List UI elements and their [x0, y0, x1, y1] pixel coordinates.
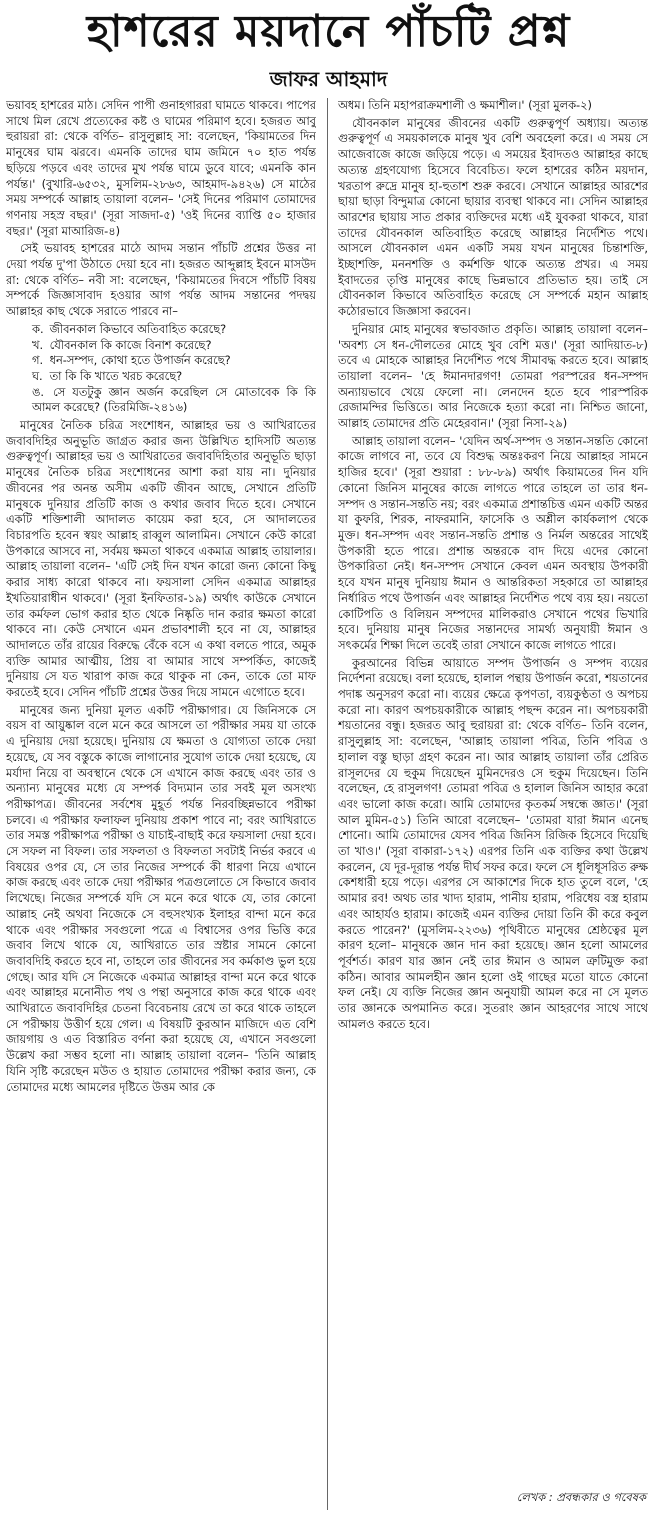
right-column	[338, 98, 648, 1508]
paragraph: আল্লাহ তায়ালা বলেন– 'যেদিন অর্থ-সম্পদ ও সন্তান-সন্ততি কোনো কাজে লাগবে না, তবে যে বিশুদ্ধ অন্তঃকরণ নিয়ে আল্লাহর সামনে হাজির হবে।' (সূরা শুয়ারা : ৮৮-৮৯) অর্থাৎ কিয়ামতের দিন যদি কোনো জিনিস মানুষের কাজে লাগতে পারে তাহলে তা তার ধন-সম্পদ ও সন্তান-সন্ততি নয়; বরং একমাত্র প্রশান্তচিত্ত এমন একটি অন্তর যা কুফরি, শিরক, নাফরমানি, ফাসেকি ও অশ্লীল কার্যকলাপ থেকে মুক্ত। ধন-সম্পদ এবং সন্তান-সন্ততি প্রশান্ত ও নির্মল অন্তরের সাথেই উপকারী হতে পারে। প্রশান্ত অন্তরকে বাদ দিয়ে এদের কোনো উপকারিতা নেই। ধন-সম্পদ সেখানে কেবল এমন অবস্থায় উপকারী হবে যখন মানুষ দুনিয়ায় ঈমান ও আন্তরিকতা সহকারে তা আল্লাহর নির্ধারিত পথে উপার্জন এবং আল্লাহর নির্দেশিত পথে ব্যয় হয়। নয়তো কোটিপতি ও বিলিয়ন সম্পদের মালিকরাও সেখানে পথের ভিখারি হবে। দুনিয়ায় মানুষ নিজের সন্তানদের সামর্থ্য অনুযায়ী ঈমান ও সৎকর্মের শিক্ষা দিলে তবেই তারা সেখানে কাজে লাগতে পারে।	[338, 433, 648, 652]
list-item	[32, 385, 316, 416]
left-column	[6, 98, 316, 1508]
list-marker: ঙ.	[32, 384, 44, 399]
list-item-text: জীবনকাল কিভাবে অতিবাহিত করেছে?	[49, 321, 227, 336]
paragraph: যৌবনকাল মানুষের জীবনের একটি গুরুত্বপূর্ণ অধ্যায়। অত্যন্ত গুরুত্বপূর্ণ এ সময়কালকে মানুষ খুব বেশি অবহেলা করে। এ সময় সে আজেবাজে কাজে জড়িয়ে পড়ে। এ সময়ের ইবাদতও আল্লাহর কাছে অত্যন্ত গ্রহণযোগ্য হিসেবে বিবেচিত। ফলে হাশরের কঠিন ময়দান, খরতাপ রুদ্রে মানুষ হা-হুতাশ শুরু করবে। সেখানে আল্লাহর আরশের ছায়া ছাড়া বিন্দুমাত্র কোনো ছায়ার ব্যবস্থা থাকবে না। সেদিন আল্লাহর আরশের ছায়ায় সাত প্রকার ব্যক্তিদের মধ্যে এই যুবকরা থাকবে, যারা তাদের যৌবনকাল অতিবাহিত করেছে আল্লাহর নির্দেশিত পথে। আসলে যৌবনকাল এমন একটি সময় যখন মানুষের চিন্তাশক্তি, ইচ্ছাশক্তি, মননশক্তি ও কর্মশক্তি থাকে অত্যন্ত প্রখর। এ সময় ইবাদতের তৃপ্তি মানুষের কাছে ভিন্নভাবে প্রতিভাত হয়। তাই সে যৌবনকাল কিভাবে অতিবাহিত করেছে সে সম্পর্কে মহান আল্লাহ কঠোরভাবে জিজ্ঞাসা করবেন।	[338, 115, 648, 319]
list-item	[32, 369, 316, 385]
author-note: লেখক : প্রবন্ধকার ও গবেষক	[516, 1490, 646, 1504]
paragraph: মানুষের নৈতিক চরিত্র সংশোধন, আল্লাহর ভয় ও আখিরাতের জবাবদিহির অনুভূতি জাগ্রত করার জন্য উল্লিখিত হাদিসটি অত্যন্ত গুরুত্বপূর্ণ। আল্লাহর ভয় ও আখিরাতের জবাবদিহিতার অনুভূতি ছাড়া মানুষের নৈতিক চরিত্র সংশোধনের আশা করা যায় না। দুনিয়ার জীবনের পর অনন্ত অসীম একটি জীবন আছে, সেখানে প্রতিটি মানুষকে দুনিয়ার প্রতিটি কাজ ও কথার জবাব দিতে হবে। সেখানে একটি শক্তিশালী আদালত কায়েম করা হবে, সে আদালতের বিচারপতি হবেন স্বয়ং আল্লাহ রাব্বুল আলামিন। সেখানে কেউ কারো উপকারে আসবে না, সর্বময় ক্ষমতা থাকবে একমাত্র আল্লাহ তায়ালার। আল্লাহ তায়ালা বলেন– 'এটি সেই দিন যখন কারো জন্য কোনো কিছু করার সাধ্য কারো থাকবে না। ফয়সালা সেদিন একমাত্র আল্লাহর ইখতিয়ারাধীন থাকবে।' (সূরা ইনফিতার-১৯) অর্থাৎ কাউকে সেখানে তার কর্মফল ভোগ করার হাত থেকে নিষ্কৃতি দান করার ক্ষমতা কারো থাকবে না। কেউ সেখানে এমন প্রভাবশালী হবে না যে, আল্লাহর আদালতে তাঁর রায়ের বিরুদ্ধে বেঁকে বসে এ কথা বলতে পারে, অমুক ব্যক্তি আমার আত্মীয়, প্রিয় বা আমার সাথে সম্পর্কিত, কাজেই দুনিয়ায় সে যত খারাপ কাজ করে থাকুক না কেন, তাকে তো মাফ করতেই হবে। সেদিন পাঁচটি প্রশ্নের উত্তর দিয়ে সামনে এগোতে হবে।	[6, 418, 316, 700]
paragraph: মানুষের জন্য দুনিয়া মূলত একটি পরীক্ষাগার। যে জিনিসকে সে বয়স বা আয়ুষ্কাল বলে মনে করে আসলে তা পরীক্ষার সময় যা তাকে এ দুনিয়ায় দেয়া হয়েছে। দুনিয়ায় যে ক্ষমতা ও যোগ্যতা তাকে দেয়া হয়েছে, যে সব বস্তুকে কাজে লাগানোর সুযোগ তাকে দেয়া হয়েছে, যে মর্যাদা নিয়ে বা অবস্থানে থেকে সে এখানে কাজ করছে এবং তার ও অন্যান্য মানুষের মধ্যে যে সম্পর্ক বিদ্যমান তার সবই মূল অসংখ্য পরীক্ষাপত্র। জীবনের সর্বশেষ মুহূর্ত পর্যন্ত নিরবচ্ছিন্নভাবে পরীক্ষা চলবে। এ পরীক্ষার ফলাফল দুনিয়ায় প্রকাশ পাবে না; বরং আখিরাতে তার সমস্ত পরীক্ষাপত্র পরীক্ষা ও যাচাই-বাছাই করে ফয়সালা দেয়া হবে। সে সফল না বিফল। তার সফলতা ও বিফলতা সবটাই নির্ভর করবে এ বিষয়ের ওপর যে, সে তার নিজের সম্পর্কে কী ধারণা নিয়ে এখানে কাজ করছে এবং তাকে দেয়া পরীক্ষার পত্রগুলোতে সে কিভাবে জবাব লিখেছে। নিজের সম্পর্কে যদি সে মনে করে থাকে যে, তার কোনো আল্লাহ নেই অথবা নিজেকে সে বহুসংখ্যক ইলাহর বান্দা মনে করে থাকে এবং পরীক্ষার সবগুলো পত্রে এ বিশ্বাসের ওপর ভিত্তি করে জবাব লিখে থাকে যে, আখিরাতে তার স্রষ্টার সামনে কোনো জবাবদিহি করতে হবে না, তাহলে তার জীবনের সব কর্মকাণ্ড ভুল হয়ে গেছে। আর যদি সে নিজেকে একমাত্র আল্লাহর বান্দা মনে করে থাকে এবং আল্লাহর মনোনীত পথ ও পন্থা অনুসারে কাজ করে থাকে এবং আখিরাতে জবাবদিহির চেতনা বিবেচনায় রেখে তা করে থাকে তাহলে সে পরীক্ষায় উত্তীর্ণ হয়ে গেল। এ বিষয়টি কুরআন মাজিদে এত বেশি জায়গায় ও এত বিস্তারিত বর্ণনা করা হয়েছে যে, এখানে সবগুলো উল্লেখ করা সম্ভব হলো না। আল্লাহ তায়ালা বলেন– 'তিনি আল্লাহ যিনি সৃষ্টি করেছেন মউত ও হায়াত তোমাদের পরীক্ষা করার জন্য, কে তোমাদের মধ্যে আমলের দৃষ্টিতে উত্তম আর কে	[6, 702, 316, 1094]
question-list	[6, 322, 316, 416]
list-item-text: যৌবনকাল কি কাজে বিনাশ করেছে?	[49, 337, 212, 352]
list-item-text: ধন-সম্পদ, কোথা হতে উপার্জন করেছে?	[49, 353, 231, 368]
paragraph: ভয়াবহ হাশরের মাঠ। সেদিন পাপী গুনাহগাররা ঘামতে থাকবে। পাপের সাথে মিল রেখে প্রত্যেকের কষ্ট ও ঘামের পরিমাণ হবে। হজরত আবু হুরায়রা রা: থেকে বর্ণিত– রাসুলুল্লাহ সা: বলেছেন, 'কিয়ামতের দিন মানুষের ঘাম ঝরবে। এমনকি তাদের ঘাম জমিনে ৭০ হাত পর্যন্ত ছড়িয়ে পড়বে এবং তাদের মুখ পর্যন্ত ঘামে ডুবে যাবে; এমনকি কান পর্যন্ত।' (বুখারি-৬৫৩২, মুসলিম-২৮৬৩, আহমাদ-৯৪২৬) সে মাঠের সময় সম্পর্কে আল্লাহ তায়ালা বলেন– 'সেই দিনের পরিমাণ তোমাদের গণনায় সহস্র বছর।' (সূরা সাজদা-৫) 'ওই দিনের ব্যাপ্তি ৫০ হাজার বছর।' (সূরা মাআরিজ-৪)	[6, 98, 316, 238]
author-byline: জাফর আহমাদ	[269, 67, 388, 91]
list-item-text: তা কি কি খাতে খরচ করেছে?	[49, 368, 183, 383]
list-marker: গ.	[32, 353, 44, 368]
list-item	[32, 338, 316, 354]
article-title: হাশরের ময়দানে পাঁচটি প্রশ্ন	[86, 6, 571, 57]
column-divider	[327, 98, 328, 1510]
list-marker: ঘ.	[32, 368, 43, 383]
paragraph: দুনিয়ার মোহ মানুষের স্বভাবজাত প্রকৃতি। আল্লাহ তায়ালা বলেন– 'অবশ্য সে ধন-দৌলতের মোহে খুব বেশি মত্ত।' (সূরা আদিয়াত-৮) তবে এ মোহকে আল্লাহর নির্দেশিত পথে সীমাবদ্ধ করতে হবে। আল্লাহ তায়ালা বলেন– 'হে ঈমানদারগণ! তোমরা পরস্পরের ধন-সম্পদ অন্যায়ভাবে খেয়ে ফেলো না। লেনদেন হতে হবে পারস্পরিক রেজামন্দির ভিত্তিতে। আর নিজেকে হত্যা করো না। নিশ্চিত জানো, আল্লাহ তোমাদের প্রতি মেহেরবান।' (সূরা নিসা-২৯)	[338, 321, 648, 431]
paragraph: সেই ভয়াবহ হাশরের মাঠে আদম সন্তান পাঁচটি প্রশ্নের উত্তর না দেয়া পর্যন্ত দু'পা উঠাতে দেয়া হবে না। হজরত আব্দুল্লাহ ইবনে মাসউদ রা: থেকে বর্ণিত– নবী সা: বলেছেন, 'কিয়ামতের দিবসে পাঁচটি বিষয় সম্পর্কে জিজ্ঞাসাবাদ হওয়ার আগ পর্যন্ত আদম সন্তানের পদদ্বয় আল্লাহর কাছ থেকে সরাতে পারবে না–	[6, 241, 316, 319]
list-marker: ক.	[32, 321, 44, 336]
paragraph: কুরআনের বিভিন্ন আয়াতে সম্পদ উপার্জন ও সম্পদ ব্যয়ের নির্দেশনা রয়েছে। বলা হয়েছে, হালাল পন্থায় উপার্জন করো, শয়তানের পদাঙ্ক অনুসরণ করো না। ব্যয়ের ক্ষেত্রে কৃপণতা, ব্যয়কুণ্ঠতা ও অপচয় করো না। কারণ অপচয়কারীকে আল্লাহ পছন্দ করেন না। অপচয়কারী শয়তানের বন্ধু। হজরত আবু হুরায়রা রা: থেকে বর্ণিত– তিনি বলেন, রাসুলুল্লাহ সা: বলেছেন, 'আল্লাহ তায়ালা পবিত্র, তিনি পবিত্র ও হালাল বস্তু ছাড়া গ্রহণ করেন না। আর আল্লাহ তায়ালা তাঁর প্রেরিত রাসূলদের যে হুকুম দিয়েছেন মুমিনদেরও সে হুকুম দিয়েছেন। তিনি বলেছেন, হে রাসুলগণ! তোমরা পবিত্র ও হালাল জিনিস আহার করো এবং ভালো কাজ করো। আমি তোমাদের কৃতকর্ম সম্বন্ধে জ্ঞাত।' (সূরা আল মুমিন-৫১) তিনি আরো বলেছেন– 'তোমরা যারা ঈমান এনেছ শোনো। আমি তোমাদের যেসব পবিত্র জিনিস রিজিক হিসেবে দিয়েছি তা খাও।' (সূরা বাকারা-১৭২) এরপর তিনি এক ব্যক্তির কথা উল্লেখ করলেন, যে দূর-দূরান্ত পর্যন্ত দীর্ঘ সফর করে। ফলে সে ধূলিধূসরিত রুক্ষ কেশধারী হয়ে পড়ে। এরপর সে আকাশের দিকে হাত তুলে বলে, 'হে আমার রব! অথচ তার খাদ্য হারাম, পানীয় হারাম, পরিধেয় বস্ত্র হারাম এবং আহার্যও হারাম। কাজেই এমন ব্যক্তির দোয়া তিনি কী করে কবুল করতে পারেন?' (মুসলিম-২২৩৬) পৃথিবীতে মানুষের শ্রেষ্ঠত্বের মূল কারণ হলো– মানুষকে জ্ঞান দান করা হয়েছে। জ্ঞান হলো আমলের পূর্বশর্ত। কারণ যার জ্ঞান নেই তার ঈমান ও আমল ত্রুটিমুক্ত করা কঠিন। আবার আমলহীন জ্ঞান হলো ওই গাছের মতো যাতে কোনো ফল নেই। যে ব্যক্তি নিজের জ্ঞান অনুযায়ী আমল করে না সে মূলত তার জ্ঞানকে অপমানিত করে। সুতরাং জ্ঞান আহরণের সাথে সাথে আমলও করতে হবে।	[338, 655, 648, 1031]
paragraph: অধম। তিনি মহাপরাক্রমশালী ও ক্ষমাশীল।' (সূরা মুলক-২)	[338, 98, 592, 112]
list-item	[32, 353, 316, 369]
list-item	[32, 322, 316, 338]
list-item-text: সে যতটুকু জ্ঞান অর্জন করেছিল সে মোতাবেক কি কি আমল করেছে? (তিরমিজি-২৪১৬)	[32, 384, 316, 415]
list-marker: খ.	[32, 337, 44, 352]
